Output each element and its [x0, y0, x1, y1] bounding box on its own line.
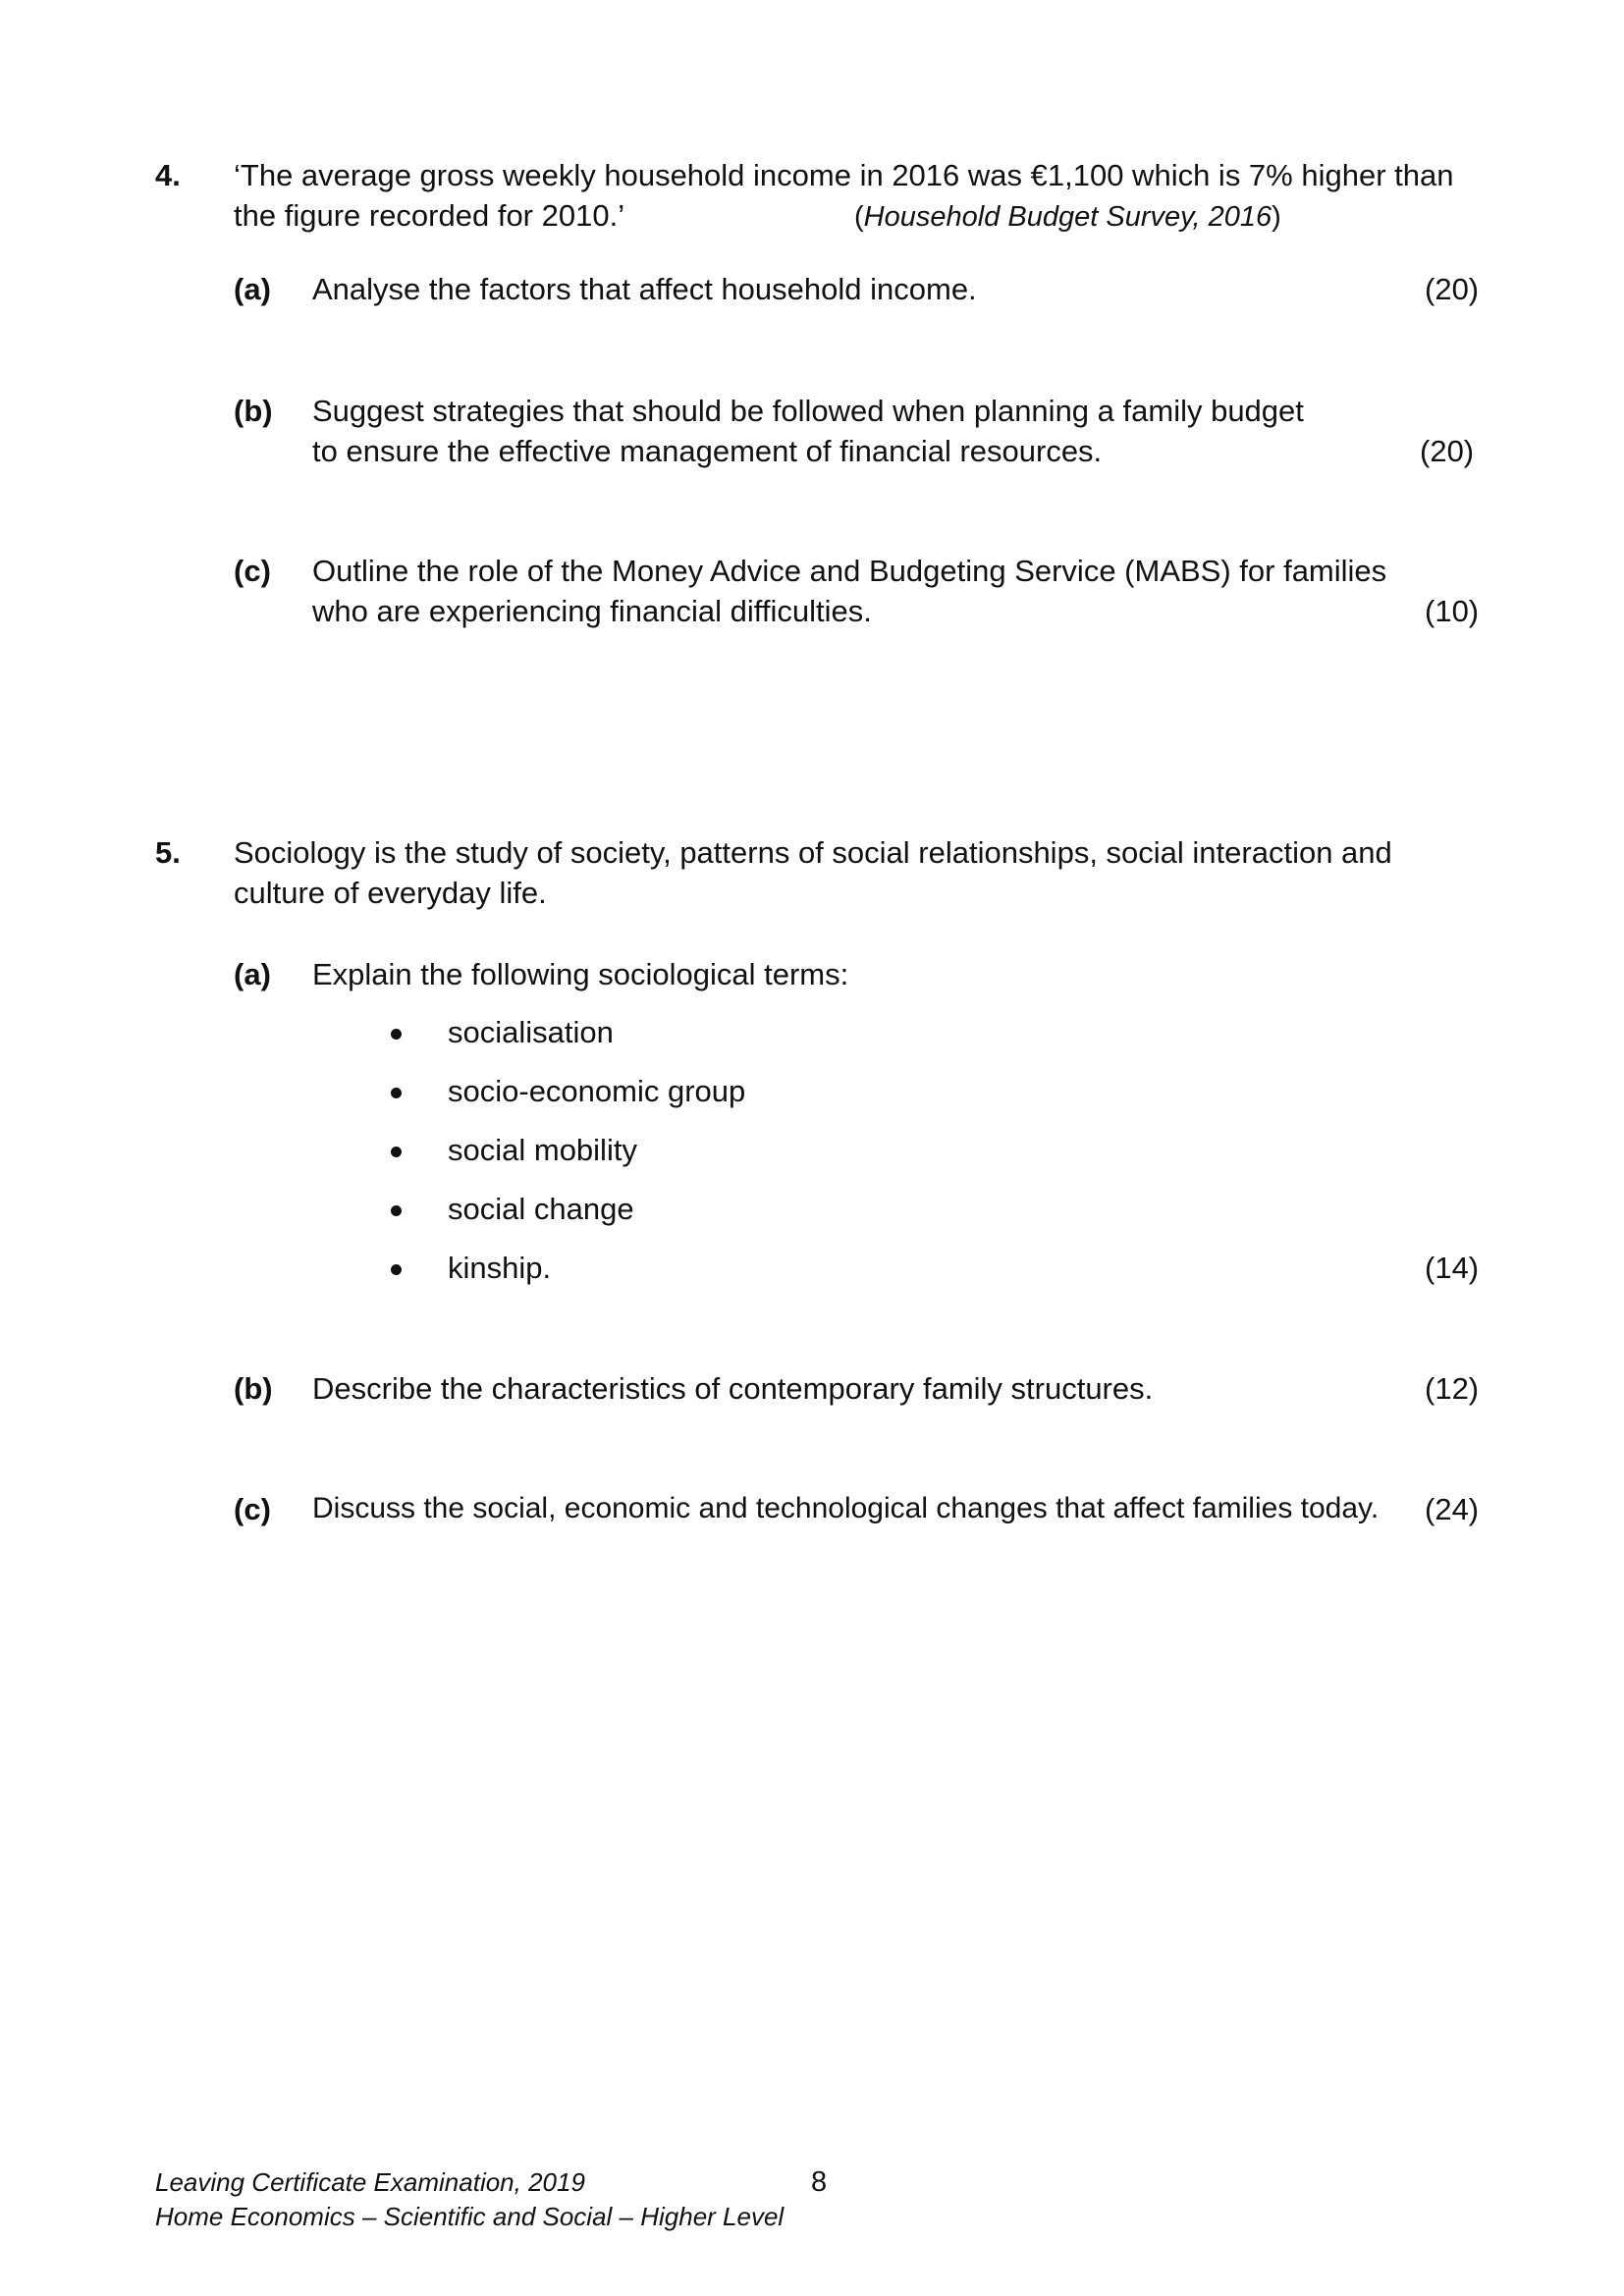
q4a-text: Analyse the factors that affect household income.: [312, 272, 977, 306]
question-4-quote-line1: ‘The average gross weekly household income in 2016 was €1,100 which is 7% higher than: [234, 158, 1454, 192]
q4a-label: (a): [234, 272, 271, 306]
q4c-text-line1: Outline the role of the Money Advice and Budgeting Service (MABS) for families: [312, 554, 1387, 588]
q4b-text-line1: Suggest strategies that should be followed when planning a family budget: [312, 394, 1304, 428]
footer-subject: Home Economics – Scientific and Social – Higher Level: [155, 2202, 785, 2231]
question-4-quote-line2: the figure recorded for 2010.’: [234, 198, 625, 233]
q4a-marks: (20): [1425, 272, 1480, 306]
q4c-text-line2: who are experiencing financial difficulties.: [312, 594, 872, 628]
question-4-source: (Household Budget Survey, 2016): [854, 201, 1281, 233]
source-citation: Household Budget Survey, 2016: [863, 201, 1272, 233]
q4b-marks: (20): [1420, 434, 1475, 468]
question-4-number: 4.: [155, 158, 181, 192]
question-5-number: 5.: [155, 835, 181, 870]
q5a-label: (a): [234, 957, 271, 991]
q4b-text-line2: to ensure the effective management of financial resources.: [312, 434, 1103, 468]
bullet-icon: [391, 1205, 402, 1216]
question-5-intro-line2: culture of everyday life.: [234, 876, 547, 910]
q4b-label: (b): [234, 394, 273, 428]
bullet-text: social mobility: [448, 1133, 637, 1167]
q5b-marks: (12): [1425, 1371, 1480, 1406]
bullet-text: kinship.: [448, 1251, 552, 1285]
q5a-text: Explain the following sociological terms:: [312, 957, 849, 991]
bullet-text: socialisation: [448, 1015, 614, 1049]
footer-exam-title: Leaving Certificate Examination, 2019: [155, 2167, 585, 2197]
bullet-icon: [391, 1029, 402, 1040]
page-number: 8: [811, 2166, 828, 2198]
q5c-text: Discuss the social, economic and technological changes that affect families today.: [312, 1492, 1380, 1524]
q5b-text: Describe the characteristics of contemporary family structures.: [312, 1371, 1154, 1406]
bullet-icon: [391, 1147, 402, 1157]
q5a-marks: (14): [1425, 1251, 1480, 1285]
bullet-icon: [391, 1088, 402, 1098]
question-5-intro-line1: Sociology is the study of society, patterns of social relationships, social interaction and: [234, 835, 1392, 870]
bullet-text: social change: [448, 1192, 634, 1226]
q5c-label: (c): [234, 1492, 271, 1526]
q5c-marks: (24): [1425, 1492, 1480, 1526]
q4c-marks: (10): [1425, 594, 1480, 628]
bullet-icon: [391, 1264, 402, 1275]
bullet-text: socio-economic group: [448, 1074, 746, 1108]
q4c-label: (c): [234, 554, 271, 588]
q5b-label: (b): [234, 1371, 273, 1406]
